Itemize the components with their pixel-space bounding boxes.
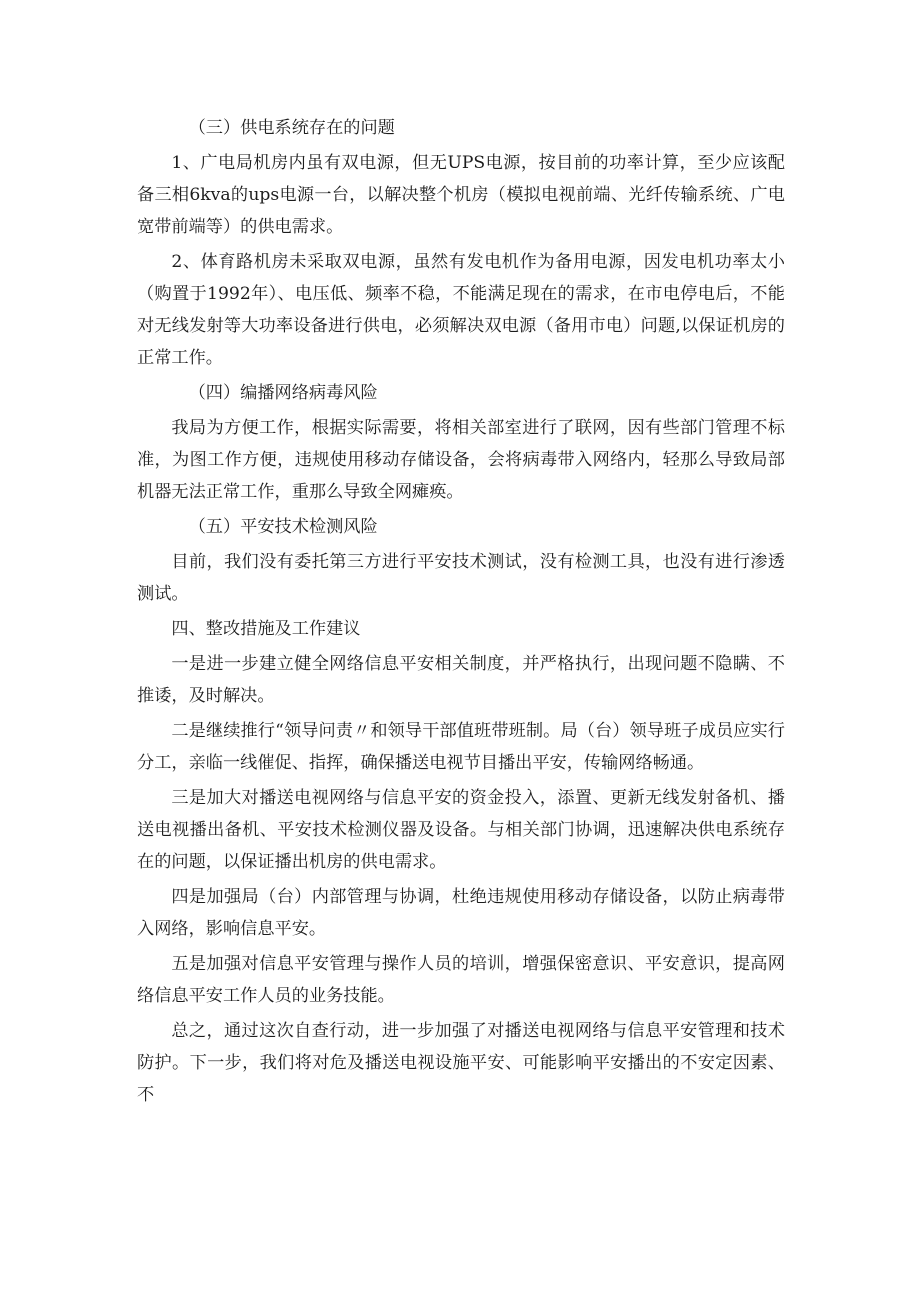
paragraph-measure-5: 五是加强对信息平安管理与操作人员的培训，增强保密意识、平安意识，提高网络信息平安工作人员的业务技能。	[137, 954, 785, 1006]
paragraph-summary: 总之，通过这次自查行动，进一步加强了对播送电视网络与信息平安管理和技术防护。下一步，我们将对危及播送电视设施平安、可能影响平安播出的不安定因素、不	[137, 1021, 785, 1105]
heading-rectification-measures: 四、整改措施及工作建议	[171, 619, 361, 639]
paragraph-measure-1: 一是进一步建立健全网络信息平安相关制度，并严格执行，出现问题不隐瞒、不推诿，及时解决。	[137, 654, 785, 706]
paragraph-measure-2: 二是继续推行“领导问责〃和领导干部值班带班制。局（台）领导班子成员应实行分工，亲临一线催促、指挥，确保播送电视节目播出平安，传输网络畅通。	[137, 721, 785, 773]
heading-security-testing-risk: （五）平安技术检测风险	[188, 517, 378, 537]
paragraph-power-item-2: 2、体育路机房未采取双电源，虽然有发电机作为备用电源，因发电机功率太小（购置于1992年）、电压低、频率不稳，不能满足现在的需求，在市电停电后，不能对无线发射等大功率设备进行供电，必须解决双电源（备用市电）问题,以保证机房的正常工作。	[137, 252, 785, 368]
paragraph-virus-risk: 我局为方便工作，根据实际需要，将相关部室进行了联网，因有些部门管理不标准，为图工作方便，违规使用移动存储设备，会将病毒带入网络内，轻那么导致局部机器无法正常工作，重那么导致全网瘫痪。	[137, 418, 785, 502]
paragraph-security-testing: 目前，我们没有委托第三方进行平安技术测试，没有检测工具，也没有进行渗透测试。	[137, 552, 785, 604]
paragraph-power-item-1: 1、广电局机房内虽有双电源，但无UPS电源，按目前的功率计算，至少应该配备三相6kva的ups电源一台，以解决整个机房（模拟电视前端、光纤传输系统、广电宽带前端等）的供电需求。	[137, 153, 785, 237]
heading-power-supply-issues: （三）供电系统存在的问题	[188, 118, 395, 138]
document-body	[137, 112, 785, 1114]
paragraph-measure-3: 三是加大对播送电视网络与信息平安的资金投入，添置、更新无线发射备机、播送电视播出备机、平安技术检测仪器及设备。与相关部门协调，迅速解决供电系统存在的问题，以保证播出机房的供电需求。	[137, 788, 785, 872]
heading-virus-risk: （四）编播网络病毒风险	[188, 383, 378, 403]
paragraph-measure-4: 四是加强局（台）内部管理与协调，杜绝违规使用移动存储设备，以防止病毒带入网络，影响信息平安。	[137, 887, 785, 939]
